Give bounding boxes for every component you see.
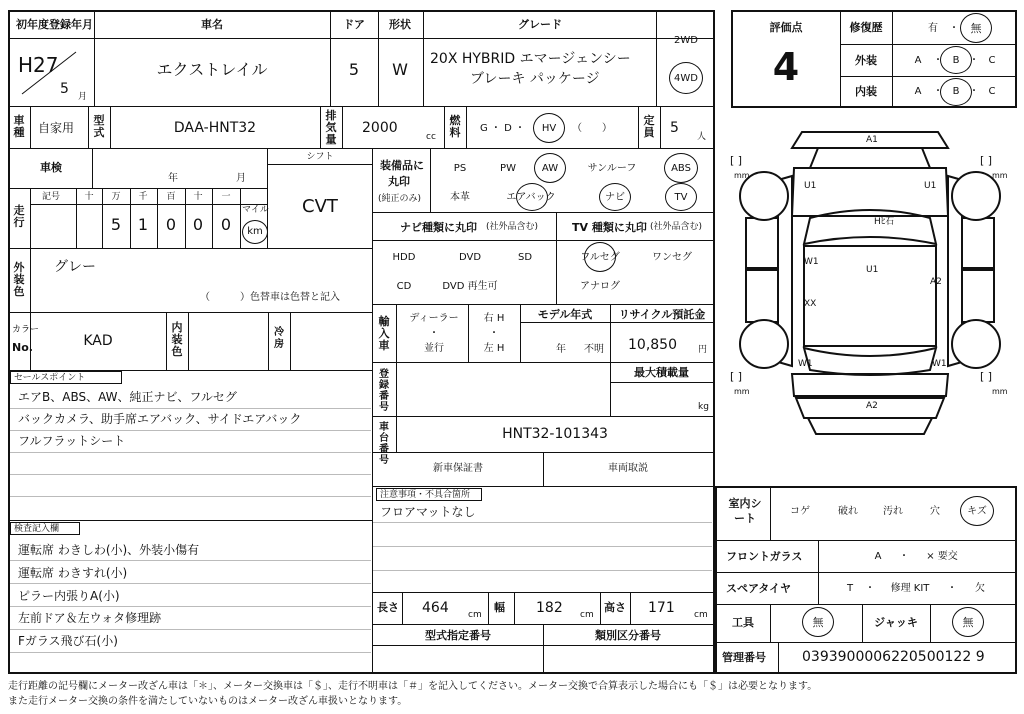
equip-leather: 本革 xyxy=(450,192,470,203)
bracket: [ ] xyxy=(730,370,743,383)
damage-mark: U1 xyxy=(924,181,937,191)
equip-abs: ABS xyxy=(671,163,691,174)
color-code-label-bottom: No. xyxy=(12,341,33,354)
divider xyxy=(166,312,167,370)
divider xyxy=(290,312,291,370)
mgmt-number: 0393900006220500122 9 xyxy=(802,649,985,665)
chassis-label: 車台番号 xyxy=(379,422,389,466)
damage-mark: W1 xyxy=(932,359,947,369)
shift-label: シフト xyxy=(306,152,334,162)
rule-line xyxy=(373,570,712,571)
equip-label: 装備品に xyxy=(380,159,424,172)
divider xyxy=(372,486,713,487)
color-change-note: （ ）色替車は色替と記入 xyxy=(200,292,340,303)
divider xyxy=(320,106,321,148)
tv-type-sub: (社外品含む) xyxy=(650,222,703,232)
capacity-unit: 人 xyxy=(697,132,707,142)
divider xyxy=(9,248,372,249)
reg-number-label: 登録番号 xyxy=(379,369,389,413)
divider xyxy=(430,148,431,212)
hand-left: 左 H xyxy=(483,343,505,354)
damage-mark: Hﾋ石 xyxy=(874,217,895,227)
divider xyxy=(30,188,31,248)
shape: W xyxy=(392,60,408,79)
import-dot: ・ xyxy=(429,328,439,339)
spare-t: T xyxy=(846,583,854,594)
rule-line xyxy=(10,560,371,561)
mm-unit: mm xyxy=(992,171,1008,180)
repair-history-label: 修復歴 xyxy=(849,21,883,34)
notes-value: フロアマットなし xyxy=(380,505,476,519)
equip-label-2: 丸印 xyxy=(388,175,410,188)
place-label: 万 xyxy=(111,192,121,202)
shape-label: 形状 xyxy=(389,18,411,31)
equip-ps: PS xyxy=(453,163,467,174)
grade-line-2: ブレーキ パッケージ xyxy=(470,71,600,87)
import-dot: ・ xyxy=(489,328,499,339)
reg-era: H27 xyxy=(18,53,59,77)
place-label: 十 xyxy=(84,192,94,202)
import-parallel: 並行 xyxy=(424,343,444,354)
damage-mark: U1 xyxy=(804,181,817,191)
divider xyxy=(372,645,713,646)
exterior-label: 外装 xyxy=(855,54,877,67)
dot: ・ xyxy=(933,55,943,66)
drive-2wd: 2WD xyxy=(674,35,698,46)
tv-oneseg: ワンセグ xyxy=(652,252,692,263)
exterior-a: A xyxy=(914,55,922,66)
use-label: 車種 xyxy=(13,114,25,139)
mileage-digit: 0 xyxy=(192,215,204,234)
recycle-label: リサイクル預託金 xyxy=(618,308,706,321)
bracket: [ ] xyxy=(980,154,993,167)
seat-stain: 汚れ xyxy=(883,506,903,517)
dot: ・ xyxy=(947,583,957,594)
jack-label: ジャッキ xyxy=(874,616,918,629)
tools-value: 無 xyxy=(812,616,824,629)
int-color-label: 内装色 xyxy=(171,321,183,358)
divider xyxy=(240,188,241,248)
score-label: 評価点 xyxy=(769,21,803,34)
width-unit: cm xyxy=(580,610,594,620)
inspection-line: 運転席 わきすれ(小) xyxy=(18,566,128,580)
fuel-label: 燃料 xyxy=(449,114,461,139)
divider xyxy=(630,592,631,624)
reg-month: 5 xyxy=(60,81,69,97)
damage-mark: XX xyxy=(804,299,817,309)
seat-label: 室内シート xyxy=(728,497,762,525)
shaken-label: 車検 xyxy=(40,161,62,174)
damage-mark: U1 xyxy=(866,265,879,275)
inspection-line: 左前ドア＆左ウォタ修理跡 xyxy=(18,611,162,625)
divider xyxy=(466,106,467,148)
divider xyxy=(9,312,372,313)
divider xyxy=(76,188,77,248)
import-dealer: ディーラー xyxy=(409,313,459,324)
km-unit: km xyxy=(247,226,263,237)
divider xyxy=(130,188,131,248)
dot: ・ xyxy=(933,86,943,97)
divider xyxy=(402,592,403,624)
spare-none: 欠 xyxy=(975,583,985,594)
tv-fullseg: フルセグ xyxy=(580,252,620,263)
seat-scratch: キズ xyxy=(967,506,987,517)
spare-tire-label: スペアタイヤ xyxy=(726,582,792,595)
mileage-code-label: 記号 xyxy=(42,192,61,202)
rule-line xyxy=(10,583,371,584)
repair-no: 無 xyxy=(970,22,982,35)
fuel-hv: HV xyxy=(541,123,557,134)
rule-line xyxy=(373,522,712,523)
shift-value: CVT xyxy=(302,196,338,217)
recycle-fee: 10,850 xyxy=(628,337,677,353)
rule-line xyxy=(10,496,371,497)
divider xyxy=(716,540,1016,541)
equip-aw: AW xyxy=(541,163,559,174)
divider xyxy=(267,164,372,165)
equip-navi: ナビ xyxy=(605,192,625,203)
divider xyxy=(716,642,1016,643)
divider xyxy=(600,592,601,624)
sales-line: フルフラットシート xyxy=(18,434,126,448)
dot: ・ xyxy=(969,86,979,97)
new-car-warranty: 新車保証書 xyxy=(433,463,483,474)
model-year-unit: 年 xyxy=(556,344,566,355)
fuel-options: G ・ D ・ xyxy=(480,123,525,134)
model-label: 型式 xyxy=(93,114,105,139)
divider xyxy=(188,312,189,370)
divider xyxy=(660,106,661,148)
footer-note-1: 走行距離の記号欄にメーター改ざん車は「＊」、メーター交換車は「＄」、走行不明車は「＃」を記入してください。メーター交換で合算表示した場合にも「＄」は必要となります。 xyxy=(8,681,818,692)
length-value: 464 xyxy=(422,600,449,616)
inspection-line: Fガラス飛び石(小) xyxy=(18,634,118,648)
height-value: 171 xyxy=(648,600,675,616)
equip-airbag: エアバック xyxy=(506,192,556,203)
divider xyxy=(372,212,713,213)
rule-line xyxy=(10,430,371,431)
mileage-digit: 5 xyxy=(110,215,122,234)
capacity-label: 定員 xyxy=(643,114,655,139)
mm-unit: mm xyxy=(734,171,750,180)
divider xyxy=(268,312,269,370)
length-unit: cm xyxy=(468,610,482,620)
nav-type-title: ナビ種類に丸印 xyxy=(400,221,477,234)
mileage-digit: 0 xyxy=(165,215,177,234)
damage-mark: A1 xyxy=(866,135,878,145)
score-value: 4 xyxy=(772,45,800,89)
damage-mark: W1 xyxy=(804,257,819,267)
divider xyxy=(840,11,841,107)
nav-dvd: DVD xyxy=(458,252,482,263)
displacement-unit: cc xyxy=(426,132,436,142)
divider xyxy=(9,520,372,521)
divider xyxy=(372,304,713,305)
nav-dvd-play: DVD 再生可 xyxy=(442,281,498,292)
model-year-unknown: 不明 xyxy=(584,344,604,355)
divider xyxy=(556,212,557,304)
divider xyxy=(396,304,397,416)
inspection-label: 検査記入欄 xyxy=(14,524,60,534)
divider xyxy=(862,604,863,642)
car-use: 自家用 xyxy=(38,121,75,135)
divider xyxy=(840,44,1016,45)
interior-label: 内装 xyxy=(855,85,877,98)
width-value: 182 xyxy=(536,600,563,616)
divider xyxy=(638,106,639,148)
length-label: 長さ xyxy=(377,601,399,614)
divider xyxy=(610,304,611,416)
mileage-digit: 0 xyxy=(220,215,232,234)
divider xyxy=(9,148,713,149)
exterior-c: C xyxy=(988,55,996,66)
dot: ・ xyxy=(899,551,909,562)
inspection-line: ピラー内張りA(小) xyxy=(18,589,120,603)
sales-line: エアB、ABS、AW、純正ナビ、フルセグ xyxy=(18,390,237,404)
sales-label: セールスポイント xyxy=(14,373,86,383)
divider xyxy=(372,240,713,241)
grade-line-1: 20X HYBRID エマージェンシー xyxy=(430,51,631,67)
seat-burn: コゲ xyxy=(790,506,810,517)
equip-label-3: (純正のみ) xyxy=(378,194,422,204)
car-manual: 車両取説 xyxy=(608,463,648,474)
divider xyxy=(770,604,771,642)
reg-month-unit: 月 xyxy=(78,92,88,102)
divider xyxy=(212,188,213,248)
height-label: 高さ xyxy=(604,601,626,614)
divider xyxy=(656,11,657,106)
divider xyxy=(716,572,1016,573)
seat-hole: 穴 xyxy=(930,506,940,517)
divider xyxy=(930,604,931,642)
divider xyxy=(157,188,158,248)
drive-4wd: 4WD xyxy=(674,73,698,84)
equip-pw: PW xyxy=(500,163,516,174)
equip-sunroof: サンルーフ xyxy=(587,163,637,174)
max-load-label: 最大積載量 xyxy=(634,366,689,379)
divider xyxy=(102,188,103,248)
equip-tv: TV xyxy=(674,192,688,203)
damage-mark: A2 xyxy=(930,277,942,287)
rule-line xyxy=(10,606,371,607)
dot: ・ xyxy=(949,23,959,34)
divider xyxy=(892,11,893,107)
divider xyxy=(9,38,713,39)
shaken-year-unit: 年 xyxy=(168,173,178,184)
divider xyxy=(88,106,89,148)
inspection-line: 運転席 わきしわ(小)、外装小傷有 xyxy=(18,543,200,557)
color-code: KAD xyxy=(83,333,113,349)
divider xyxy=(520,322,713,323)
divider xyxy=(330,11,331,106)
rule-line xyxy=(373,546,712,547)
width-label: 幅 xyxy=(494,601,505,614)
divider xyxy=(30,106,31,148)
interior-b: B xyxy=(952,86,960,97)
mileage-label: 走行 xyxy=(13,204,25,229)
displacement: 2000 xyxy=(362,120,398,136)
damage-mark: W1 xyxy=(798,359,813,369)
windshield-a: A xyxy=(874,551,882,562)
rule-line xyxy=(10,474,371,475)
interior-a: A xyxy=(914,86,922,97)
sales-line: バックカメラ、助手席エアバック、サイドエアバック xyxy=(18,412,302,426)
ext-color-label: 外装色 xyxy=(13,261,25,298)
divider xyxy=(378,11,379,106)
divider xyxy=(423,11,424,106)
repair-yes: 有 xyxy=(928,23,938,34)
nav-type-sub: (社外品含む) xyxy=(486,222,539,232)
class-number-label: 類別区分番号 xyxy=(595,629,661,642)
place-label: 百 xyxy=(166,192,176,202)
mm-unit: mm xyxy=(734,387,750,396)
divider xyxy=(840,76,1016,77)
divider xyxy=(372,362,713,363)
damage-mark: A2 xyxy=(866,401,878,411)
divider xyxy=(372,416,713,417)
divider xyxy=(9,106,713,107)
max-load-unit: kg xyxy=(698,402,709,412)
tv-analog: アナログ xyxy=(580,281,620,292)
jack-value: 無 xyxy=(962,616,974,629)
import-label: 輸入車 xyxy=(378,315,390,352)
windshield-replace: × 要交 xyxy=(926,551,958,562)
divider xyxy=(520,304,521,362)
tv-type-title: TV 種類に丸印 xyxy=(572,221,647,234)
reg-date-label: 初年度登録年月 xyxy=(16,18,93,31)
divider xyxy=(610,382,713,383)
dot: ・ xyxy=(969,55,979,66)
divider xyxy=(778,642,779,673)
recycle-unit: 円 xyxy=(698,345,708,355)
nav-sd: SD xyxy=(517,252,533,263)
divider xyxy=(30,204,267,205)
mile-unit: マイル xyxy=(242,205,269,215)
model-code: DAA-HNT32 xyxy=(173,120,257,136)
bracket: [ ] xyxy=(730,154,743,167)
chassis-number: HNT32-101343 xyxy=(502,426,608,442)
grade-label: グレード xyxy=(518,18,562,31)
divider xyxy=(488,592,489,624)
seat-tear: 破れ xyxy=(838,506,858,517)
divider xyxy=(185,188,186,248)
car-damage-diagram xyxy=(724,118,1022,482)
notes-label: 注意事項・不具合箇所 xyxy=(380,490,471,500)
divider xyxy=(770,487,771,541)
door-label: ドア xyxy=(343,18,365,31)
divider xyxy=(94,11,95,106)
rule-line xyxy=(10,408,371,409)
mileage-digit: 1 xyxy=(137,215,149,234)
place-label: 一 xyxy=(221,192,231,202)
rule-line xyxy=(10,629,371,630)
exterior-b: B xyxy=(952,55,960,66)
nav-cd: CD xyxy=(396,281,412,292)
divider xyxy=(514,592,515,624)
bracket: [ ] xyxy=(980,370,993,383)
rule-line xyxy=(10,452,371,453)
divider xyxy=(468,304,469,362)
divider xyxy=(92,148,93,188)
spare-kit: 修理 KIT xyxy=(890,583,930,594)
mm-unit: mm xyxy=(992,387,1008,396)
car-name-label: 車名 xyxy=(201,18,223,31)
hand-right: 右 H xyxy=(483,313,505,324)
divider xyxy=(444,106,445,148)
rule-line xyxy=(10,652,371,653)
ext-color: グレー xyxy=(54,259,96,275)
divider xyxy=(110,106,111,148)
windshield-label: フロントガラス xyxy=(726,550,803,563)
nav-hdd: HDD xyxy=(392,252,416,263)
place-label: 十 xyxy=(193,192,203,202)
shaken-month-unit: 月 xyxy=(236,173,246,184)
model-year-label: モデル年式 xyxy=(537,308,593,321)
divider xyxy=(716,604,1016,605)
divider xyxy=(543,624,544,672)
tools-label: 工具 xyxy=(732,616,754,629)
door-count: 5 xyxy=(348,60,360,79)
capacity: 5 xyxy=(670,120,679,136)
mgmt-number-label: 管理番号 xyxy=(722,651,766,664)
place-label: 千 xyxy=(138,192,148,202)
dot: ・ xyxy=(865,583,875,594)
diagonal-slash xyxy=(20,48,80,100)
type-designation-label: 型式指定番号 xyxy=(425,629,491,642)
divider xyxy=(9,188,267,189)
aircon-label: 冷房 xyxy=(274,327,284,350)
divider xyxy=(372,592,713,593)
car-name: エクストレイル xyxy=(156,60,268,79)
height-unit: cm xyxy=(694,610,708,620)
interior-c: C xyxy=(988,86,996,97)
footer-note-2: また走行メーター交換の条件を満たしていないものはメーター改ざん車扱いとなります。 xyxy=(8,696,408,707)
fuel-other: （ ） xyxy=(572,123,612,134)
displacement-label: 排気量 xyxy=(325,109,337,146)
divider xyxy=(396,416,397,452)
divider xyxy=(342,106,343,148)
color-code-label-top: カラー xyxy=(12,325,40,335)
divider xyxy=(543,452,544,486)
divider xyxy=(372,148,373,672)
